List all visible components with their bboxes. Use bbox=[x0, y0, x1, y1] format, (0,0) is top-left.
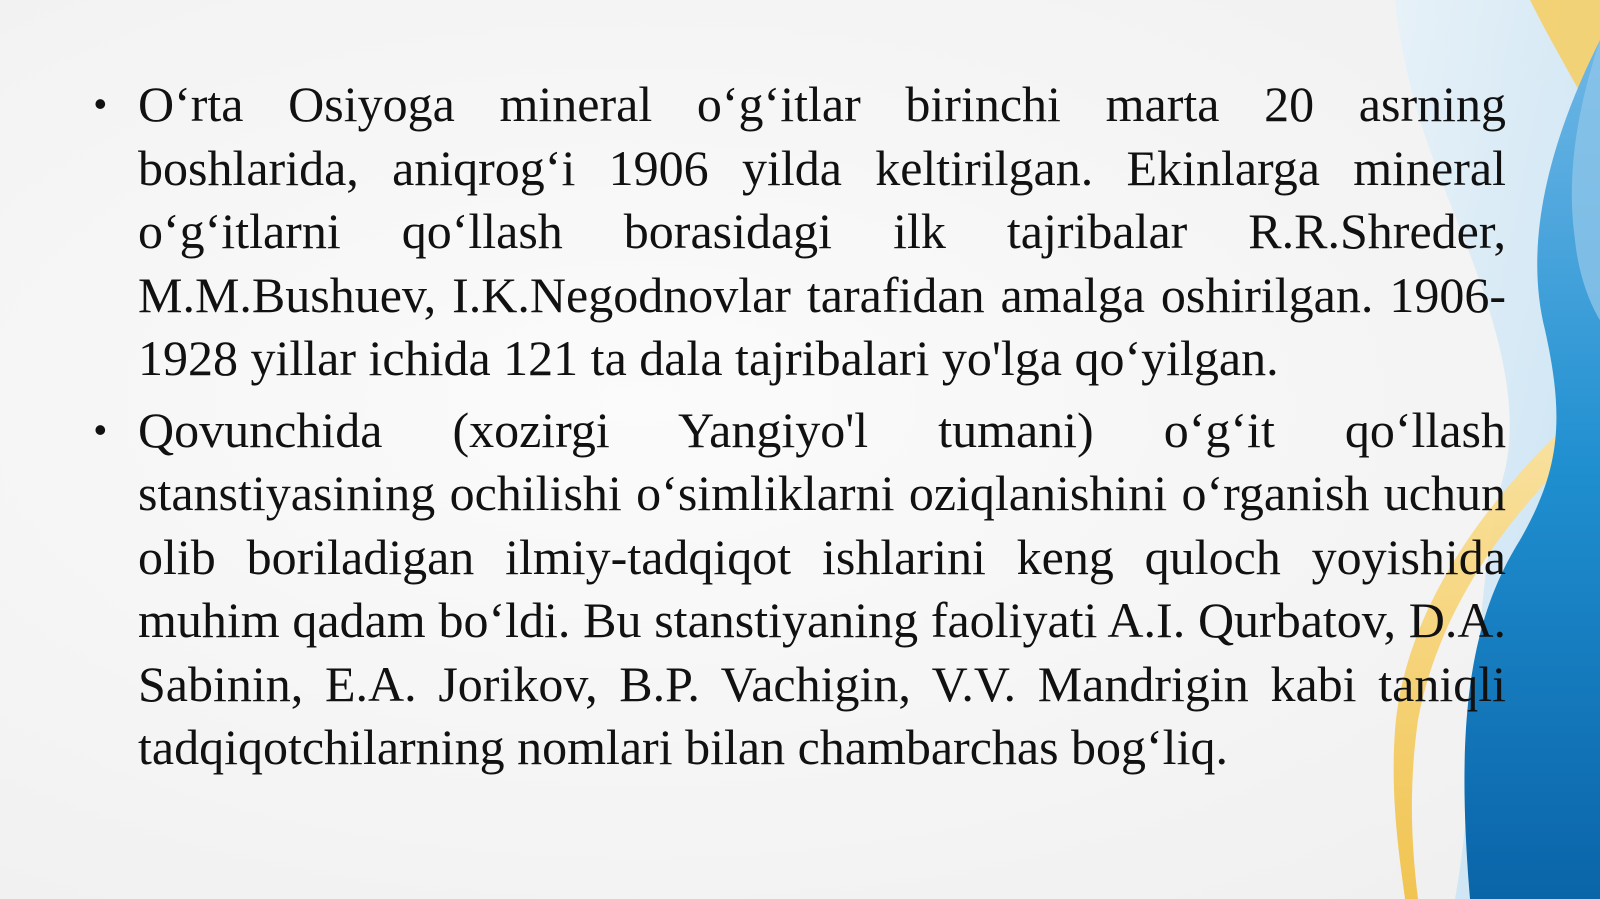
slide-content bbox=[86, 73, 1506, 788]
bullet-item bbox=[86, 73, 1506, 391]
bullet-icon: • bbox=[94, 83, 107, 124]
bullet-item bbox=[86, 399, 1506, 780]
bullet-text: O‘rta Osiyoga mineral o‘g‘itlar birinchi marta 20 asrning boshlarida, aniqrog‘i 1906 yilda keltirilgan. Ekinlarga mineral o‘g‘itlarni qo‘llash borasidagi ilk tajribalar R.R.Shreder, M.M.Bushuev, I.K.Negodnovlar tarafidan amalga oshirilgan. 1906-1928 yillar ichida 121 ta dala tajribalari yo'lga qo‘yilgan. bbox=[138, 76, 1506, 386]
bullet-list bbox=[86, 73, 1506, 780]
bullet-text: Qovunchida (xozirgi Yangiyo'l tumani) o‘g‘it qo‘llash stanstiyasining ochilishi o‘simliklarni oziqlanishini o‘rganish uchun olib boriladigan ilmiy-tadqiqot ishlarini keng quloch yoyishida muhim qadam bo‘ldi. Bu stanstiyaning faoliyati A.I. Qurbatov, D.A. Sabinin, E.A. Jorikov, B.P. Vachigin, V.V. Mandrigin kabi taniqli tadqiqotchilarning nomlari bilan chambarchas bog‘liq. bbox=[138, 401, 1506, 775]
bullet-icon: • bbox=[94, 408, 107, 450]
